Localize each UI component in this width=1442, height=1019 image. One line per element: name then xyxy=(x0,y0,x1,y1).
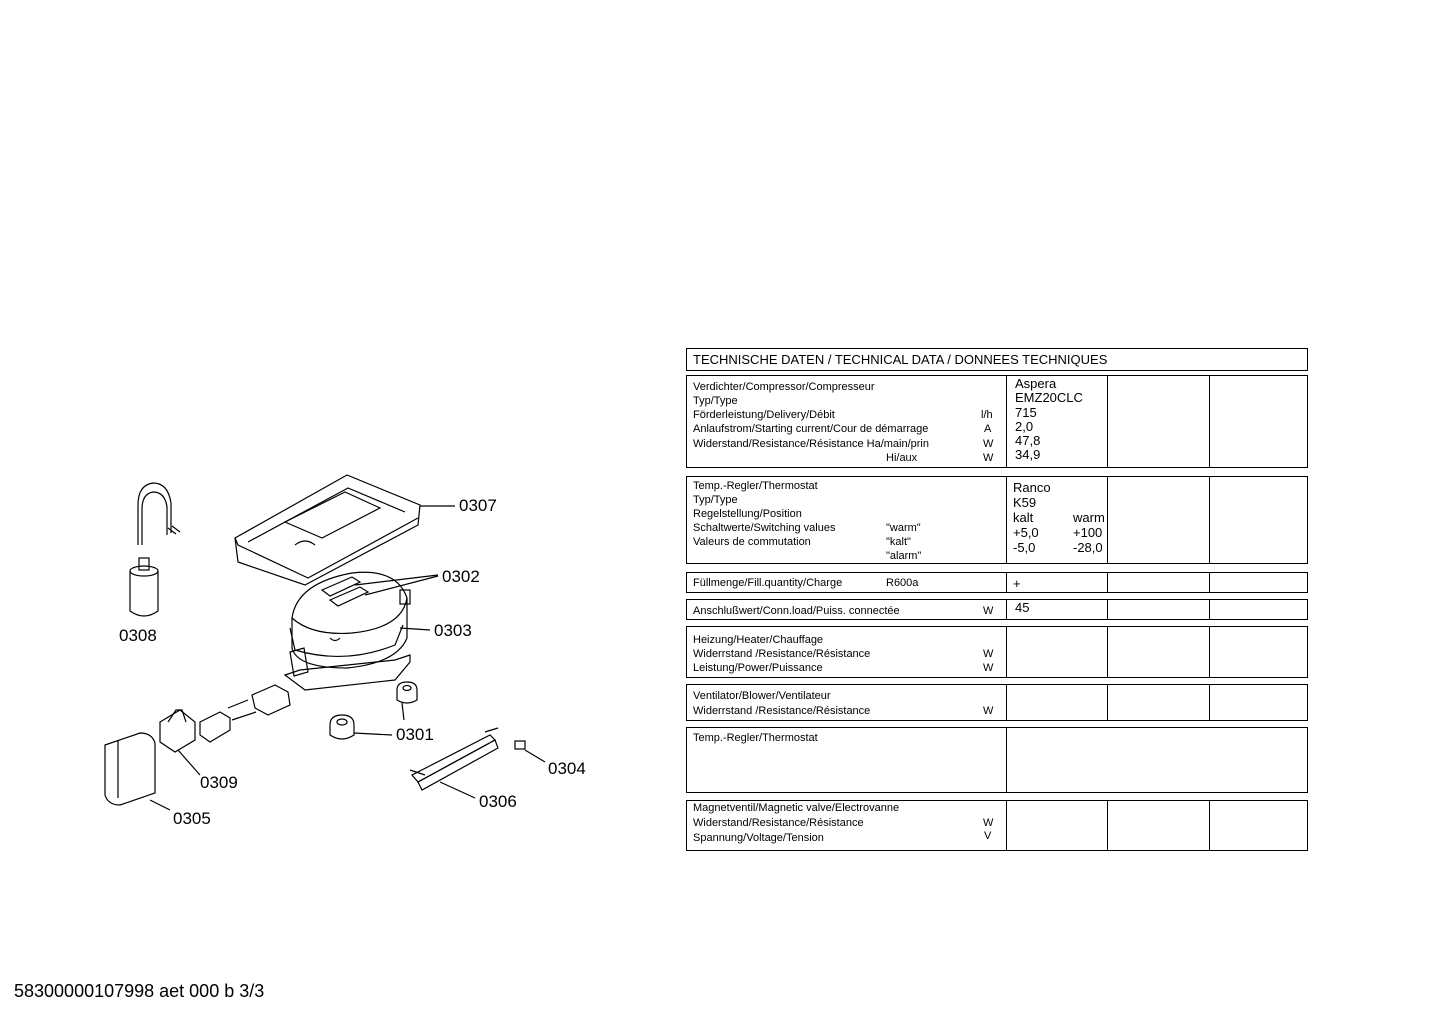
unit: W xyxy=(983,452,994,464)
unit: W xyxy=(983,705,994,717)
callout-0303: 0303 xyxy=(434,621,472,640)
label: Typ/Type xyxy=(693,395,738,407)
part-0303-compressor xyxy=(285,572,430,690)
callout-0308: 0308 xyxy=(119,626,157,645)
label: Widerrstand /Resistance/Résistance xyxy=(693,705,871,717)
unit: W xyxy=(983,648,994,660)
unit: W xyxy=(983,662,994,674)
label: Spannung/Voltage/Tension xyxy=(693,832,824,844)
label: Typ/Type xyxy=(693,494,738,506)
col-head: kalt xyxy=(1013,510,1034,525)
label: Widerstand/Resistance/Résistance xyxy=(693,817,864,829)
value: 47,8 xyxy=(1015,433,1041,448)
unit: W xyxy=(983,605,994,617)
thermostat-block xyxy=(686,476,1308,564)
value: 715 xyxy=(1015,405,1037,420)
label: Widerrstand /Resistance/Résistance xyxy=(693,648,871,660)
tech-data-title: TECHNISCHE DATEN / TECHNICAL DATA / DONNEES TECHNIQUES xyxy=(693,352,1108,367)
label: Temp.-Regler/Thermostat xyxy=(693,480,818,492)
label: Temp.-Regler/Thermostat xyxy=(693,732,818,744)
value: 45 xyxy=(1015,600,1030,615)
part-0304-clip xyxy=(515,741,545,762)
part-0308-capacitor xyxy=(130,483,180,616)
heater-block xyxy=(686,626,1308,678)
state: "warm" xyxy=(886,522,921,534)
label: Anlaufstrom/Starting current/Cour de démarrage xyxy=(693,423,929,435)
callout-0304: 0304 xyxy=(548,759,586,778)
label: Verdichter/Compressor/Compresseur xyxy=(693,381,875,393)
value: EMZ20CLC xyxy=(1015,390,1083,405)
label: Förderleistung/Delivery/Débit xyxy=(693,409,835,421)
unit: W xyxy=(983,438,994,450)
thermostat2-block xyxy=(686,727,1308,793)
valve-block xyxy=(686,800,1308,851)
part-0307-cover xyxy=(235,475,455,585)
label: Valeurs de commutation xyxy=(693,536,811,548)
blower-block xyxy=(686,684,1308,721)
value: -5,0 xyxy=(1013,540,1036,555)
unit: l/h xyxy=(981,409,993,421)
unit: W xyxy=(983,817,994,829)
label: Hi/aux xyxy=(886,452,918,464)
col-head: warm xyxy=(1073,510,1105,525)
compressor-block xyxy=(686,375,1308,468)
charge-block xyxy=(686,572,1308,593)
label: Ventilator/Blower/Ventilateur xyxy=(693,690,831,702)
value: 2,0 xyxy=(1015,419,1034,434)
value: Aspera xyxy=(1015,376,1057,391)
unit: A xyxy=(984,423,992,435)
document-id: 58300000107998 aet 000 b 3/3 xyxy=(14,981,265,1001)
tech-data-header xyxy=(686,348,1308,371)
callout-0302: 0302 xyxy=(442,567,480,586)
label: Füllmenge/Fill.quantity/Charge xyxy=(693,577,843,589)
state: "alarm" xyxy=(886,550,922,562)
value: K59 xyxy=(1013,495,1037,510)
label: Magnetventil/Magnetic valve/Electrovanne xyxy=(693,802,900,814)
callout-0301: 0301 xyxy=(396,725,434,744)
unit: V xyxy=(984,830,992,842)
conn-load-block xyxy=(686,599,1308,620)
value: 34,9 xyxy=(1015,447,1041,462)
value: -28,0 xyxy=(1073,540,1103,555)
callout-0305: 0305 xyxy=(173,809,211,828)
value: Ranco xyxy=(1013,480,1051,495)
callout-0307: 0307 xyxy=(459,496,497,515)
part-0305-cover-box xyxy=(105,733,170,810)
callout-0309: 0309 xyxy=(200,773,238,792)
value: +5,0 xyxy=(1013,525,1039,540)
label: Schaltwerte/Switching values xyxy=(693,522,836,534)
state: "kalt" xyxy=(886,536,911,548)
callout-0306: 0306 xyxy=(479,792,517,811)
part-0302-labels xyxy=(322,575,438,606)
value: +100 xyxy=(1073,525,1103,540)
label: Leistung/Power/Puissance xyxy=(693,662,823,674)
exploded-parts-diagram xyxy=(0,0,700,1019)
refrigerant: R600a xyxy=(886,577,919,589)
label: Heizung/Heater/Chauffage xyxy=(693,634,824,646)
label: Widerstand/Resistance/Résistance Ha/main/prin xyxy=(693,438,929,450)
value: + xyxy=(1013,576,1021,591)
label: Regelstellung/Position xyxy=(693,508,802,520)
label: Anschlußwert/Conn.load/Puiss. connectée xyxy=(693,605,900,617)
part-0309-relay xyxy=(160,685,290,775)
